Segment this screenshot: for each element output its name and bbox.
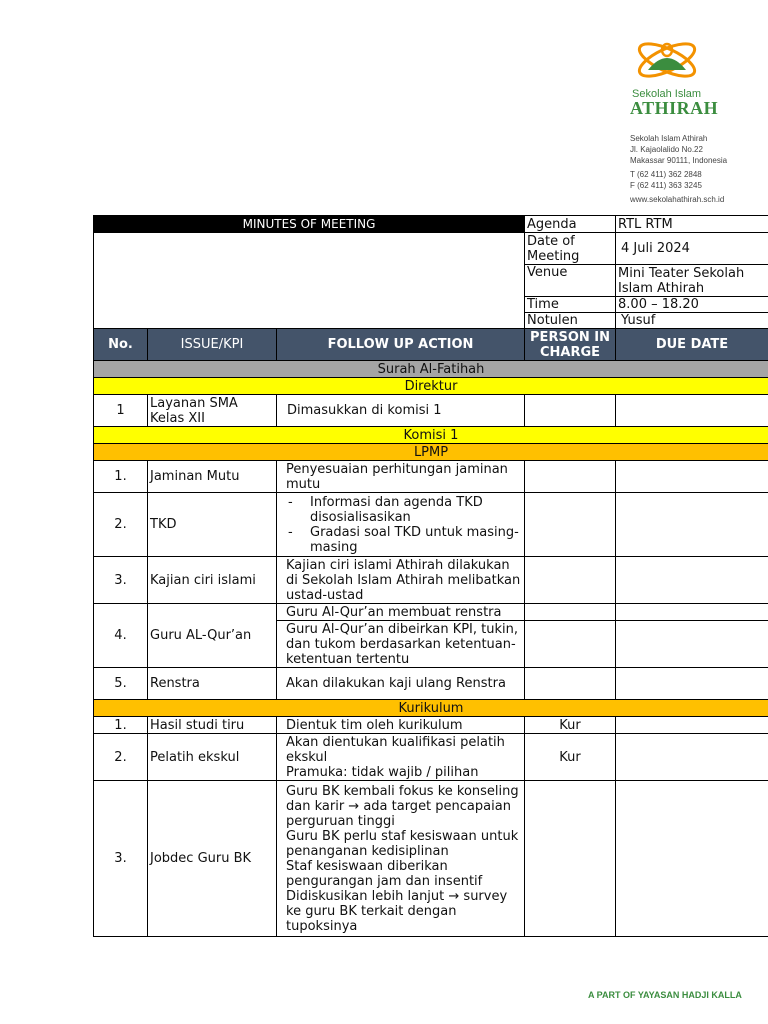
notulen-label: Notulen — [525, 313, 616, 329]
row-action: Dientuk tim oleh kurikulum — [277, 717, 525, 734]
table-row — [94, 604, 768, 621]
row-no: 2. — [94, 734, 148, 781]
table-row — [94, 668, 768, 700]
section-opening: Surah Al-Fatihah — [94, 361, 768, 378]
row-no: 5. — [94, 668, 148, 700]
phone-line: T (62 411) 362 2848 — [630, 170, 702, 179]
address-line: Sekolah Islam Athirah — [630, 134, 708, 143]
row-due — [616, 734, 768, 781]
address-line: Makassar 90111, Indonesia — [630, 156, 728, 165]
blank-header-area — [94, 233, 525, 329]
row-action: Penyesuaian perhitungan jaminan mutu — [277, 461, 525, 493]
athirah-logo-icon — [632, 36, 702, 86]
action-line: Guru BK kembali fokus ke konseling dan karir → ada target pencapaian perguruan tinggi — [286, 783, 519, 829]
fax-line: F (62 411) 363 3245 — [630, 181, 702, 190]
action-line: Akan dientukan kualifikasi pelatih ekskul — [286, 734, 505, 765]
action-line: Guru BK perlu staf kesiswaan untuk penanganan kedisiplinan — [286, 828, 519, 859]
action-line: Didiskusikan lebih lanjut → survey ke guru BK terkait dengan tupoksinya — [286, 888, 508, 934]
section-lpmp: LPMP — [94, 444, 768, 461]
time-label: Time — [525, 297, 616, 313]
row-pic — [525, 557, 616, 604]
venue-label: Venue — [525, 265, 616, 297]
list-item: - Informasi dan agenda TKD disosialisasikan — [286, 495, 522, 525]
row-due — [616, 668, 768, 700]
row-issue: Jaminan Mutu — [148, 461, 277, 493]
row-no: 3. — [94, 557, 148, 604]
minutes-table — [93, 215, 768, 937]
col-action: FOLLOW UP ACTION — [277, 329, 525, 361]
row-action: Akan dilakukan kaji ulang Renstra — [277, 668, 525, 700]
row-no: 1 — [94, 395, 148, 427]
row-due — [616, 493, 768, 557]
address-line: Jl. Kajaolalido No.22 — [630, 145, 703, 154]
section-direktur: Direktur — [94, 378, 768, 395]
col-pic: PERSON IN CHARGE — [525, 329, 616, 361]
row-due — [616, 461, 768, 493]
row-no: 1. — [94, 461, 148, 493]
row-pic — [525, 493, 616, 557]
table-row — [94, 395, 768, 427]
list-item: - Gradasi soal TKD untuk masing-masing — [286, 525, 522, 555]
row-issue: TKD — [148, 493, 277, 557]
row-issue: Kajian ciri islami — [148, 557, 277, 604]
venue-value: Mini Teater Sekolah Islam Athirah — [616, 265, 768, 297]
row-action — [277, 493, 525, 557]
row-action: Guru Al-Qur’an membuat renstra — [277, 604, 525, 621]
row-due — [616, 717, 768, 734]
row-due — [616, 621, 768, 668]
table-row — [94, 781, 768, 937]
row-pic — [525, 461, 616, 493]
minutes-title: MINUTES OF MEETING — [94, 216, 525, 233]
row-action: Dimasukkan di komisi 1 — [277, 395, 525, 427]
row-action: Guru Al-Qur’an dibeirkan KPI, tukin, dan tukom berdasarkan ketentuan-ketentuan tertentu — [277, 621, 525, 668]
row-due — [616, 781, 768, 937]
logo-title: ATHIRAH — [630, 98, 719, 118]
row-issue: Renstra — [148, 668, 277, 700]
row-pic — [525, 604, 616, 621]
date-label: Date of Meeting — [525, 233, 616, 265]
col-issue: ISSUE/KPI — [148, 329, 277, 361]
footer-tagline: A PART OF YAYASAN HADJI KALLA — [588, 990, 742, 1000]
action-line: Staf kesiswaan diberikan pengurangan jam dan insentif — [286, 858, 483, 889]
notulen-value: Yusuf — [616, 313, 768, 329]
row-issue: Layanan SMA Kelas XII — [148, 395, 277, 427]
row-no: 4. — [94, 604, 148, 668]
row-due — [616, 395, 768, 427]
row-pic: Kur — [525, 734, 616, 781]
agenda-label: Agenda — [525, 216, 616, 233]
section-kurikulum: Kurikulum — [94, 700, 768, 717]
row-issue: Guru AL-Qur’an — [148, 604, 277, 668]
row-pic — [525, 621, 616, 668]
agenda-value: RTL RTM — [616, 216, 768, 233]
website-line: www.sekolahathirah.sch.id — [630, 195, 725, 204]
row-action — [277, 781, 525, 937]
table-row — [94, 493, 768, 557]
date-value: 4 Juli 2024 — [616, 233, 768, 265]
row-due — [616, 557, 768, 604]
row-pic: Kur — [525, 717, 616, 734]
table-row — [94, 557, 768, 604]
section-komisi-1: Komisi 1 — [94, 427, 768, 444]
row-issue: Pelatih ekskul — [148, 734, 277, 781]
row-issue: Jobdec Guru BK — [148, 781, 277, 937]
school-logo-block — [610, 34, 755, 210]
time-value: 8.00 – 18.20 — [616, 297, 768, 313]
action-list — [286, 495, 522, 555]
logo-subtitle: Sekolah Islam — [632, 88, 702, 100]
action-line: Pramuka: tidak wajib / pilihan — [286, 764, 479, 780]
table-row — [94, 734, 768, 781]
table-row — [94, 717, 768, 734]
row-pic — [525, 781, 616, 937]
row-pic — [525, 395, 616, 427]
row-action: Kajian ciri islami Athirah dilakukan di Sekolah Islam Athirah melibatkan ustad-ustad — [277, 557, 525, 604]
col-no: No. — [94, 329, 148, 361]
row-due — [616, 604, 768, 621]
row-action — [277, 734, 525, 781]
row-no: 3. — [94, 781, 148, 937]
row-issue: Hasil studi tiru — [148, 717, 277, 734]
table-row — [94, 461, 768, 493]
row-no: 2. — [94, 493, 148, 557]
col-due: DUE DATE — [616, 329, 768, 361]
row-pic — [525, 668, 616, 700]
row-no: 1. — [94, 717, 148, 734]
